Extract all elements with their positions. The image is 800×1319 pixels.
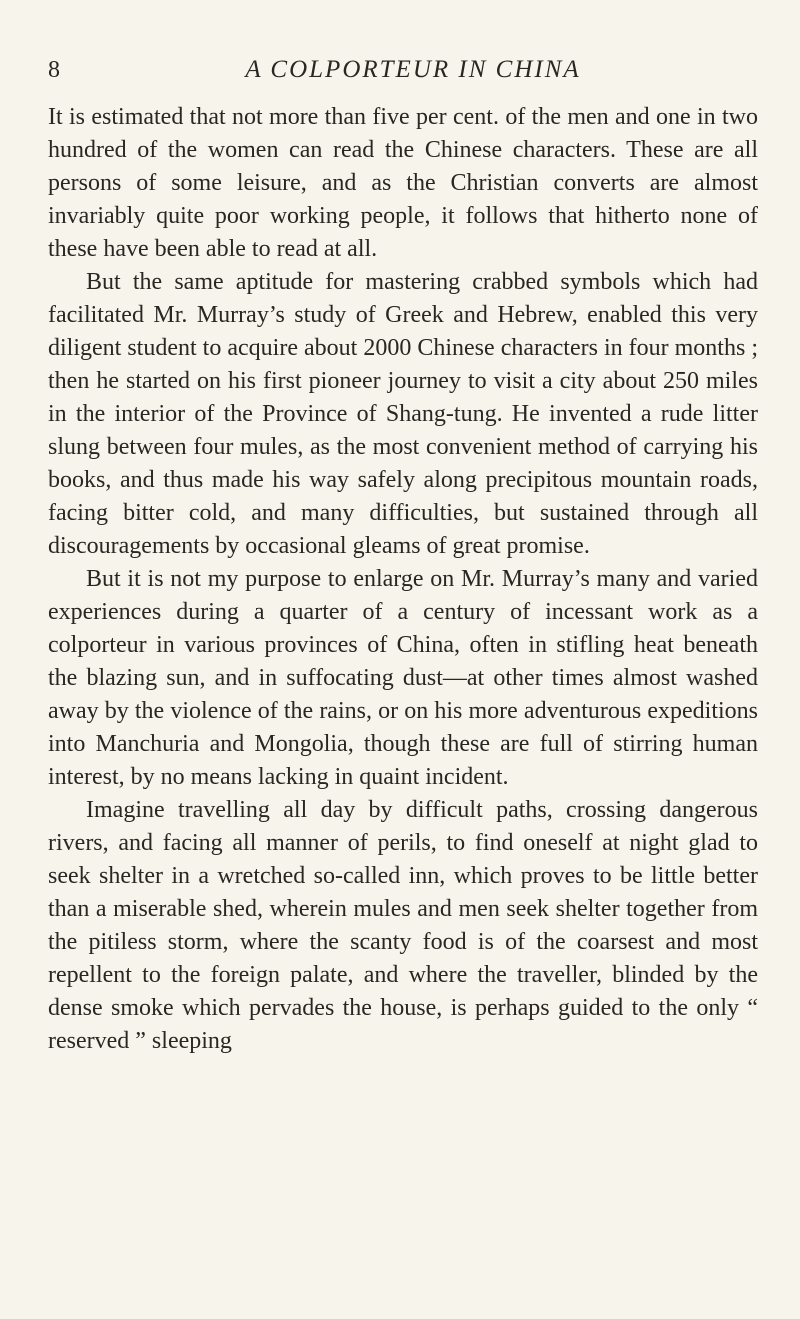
page-number: 8 (48, 57, 60, 83)
paragraph-4: Imagine travelling all day by difficult paths, crossing dangerous rivers, and facing all manner of perils, to find oneself at night glad to seek shelter in a wretched so-called inn, which proves to be little better than a miserable shed, wherein mules and men seek shelter together from the pitiless storm, where the scanty food is of the coarsest and most repellent to the foreign palate, and where the traveller, blinded by the dense smoke which pervades the house, is perhaps guided to the only “ reserved ” sleeping (48, 797, 758, 1054)
body-text (48, 101, 758, 1058)
paragraph-2: But the same aptitude for mastering crabbed symbols which had facilitated Mr. Murray’s study of Greek and Hebrew, enabled this very diligent student to acquire about 2000 Chinese characters in four months ; then he started on his first pioneer journey to visit a city about 250 miles in the interior of the Province of Shang-tung. He invented a rude litter slung between four mules, as the most convenient method of carrying his books, and thus made his way safely along precipitous mountain roads, facing bitter cold, and many difficulties, but sustained through all discouragements by occasional gleams of great promise. (48, 269, 758, 559)
paragraph-3: But it is not my purpose to enlarge on Mr. Murray’s many and varied experiences during a quarter of a century of incessant work as a colporteur in various provinces of China, often in stifling heat beneath the blazing sun, and in suffocating dust—at other times almost washed away by the violence of the rains, or on his more adventurous expeditions into Manchuria and Mongolia, though these are full of stirring human interest, by no means lacking in quaint incident. (48, 566, 758, 790)
running-head (48, 50, 758, 90)
paragraph-1: It is estimated that not more than five per cent. of the men and one in two hundred of the women can read the Chinese characters. These are all persons of some leisure, and as the Christian converts are almost invariably quite poor working people, it follows that hitherto none of these have been able to read at all. (48, 104, 758, 262)
running-title: A COLPORTEUR IN CHINA (245, 56, 581, 83)
